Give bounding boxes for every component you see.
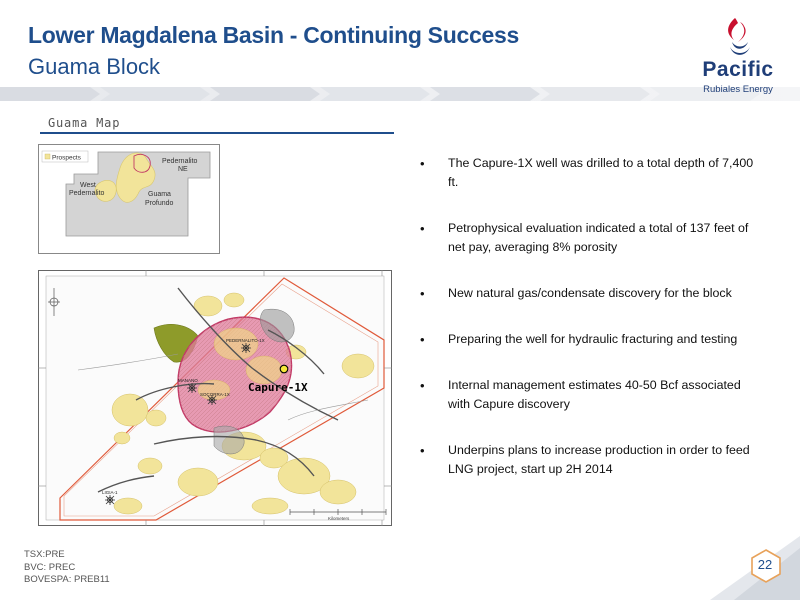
scale-bar-unit: Kilometers xyxy=(328,516,350,521)
bullet-item: • Preparing the well for hydraulic fracturing and testing xyxy=(420,330,765,349)
area-line-1: Guama xyxy=(148,191,171,198)
map-small-label: SOCORRA-1X xyxy=(200,392,230,397)
bullet-item: • The Capure-1X well was drilled to a total depth of 7,400 ft. xyxy=(420,154,765,192)
flame-logo-icon xyxy=(688,16,788,58)
area-line-1: Pedernalito xyxy=(162,158,198,165)
prospect-legend-swatch xyxy=(45,154,50,159)
area-line-1: West xyxy=(80,182,96,189)
well-symbol-icon xyxy=(187,383,197,393)
map-heading-rule xyxy=(40,132,394,134)
map-heading: Guama Map xyxy=(48,116,121,130)
capure-well-marker xyxy=(280,365,288,373)
ticker-line: BVC: PREC xyxy=(24,561,76,573)
area-line-2: Pedernalito xyxy=(69,190,105,197)
map-small-label: LIGIA-1 xyxy=(102,490,118,495)
inset-legend-label: Prospects xyxy=(52,154,81,162)
ticker-line: TSX:PRE xyxy=(24,549,65,560)
capure-well-label: Capure-1X xyxy=(248,381,308,394)
bullet-list xyxy=(420,154,765,506)
header-band xyxy=(0,87,800,101)
stock-tickers xyxy=(24,549,110,587)
logo-tagline: Rubiales Energy xyxy=(703,84,773,95)
well-symbol-icon xyxy=(241,343,251,353)
map-small-label: MANANO xyxy=(178,378,198,383)
bullet-item: • Internal management estimates 40-50 Bcf associated with Capure discovery xyxy=(420,376,765,414)
ticker-line: BOVESPA: PREB11 xyxy=(24,574,110,585)
page-corner-decoration xyxy=(690,520,800,600)
area-line-2: Profundo xyxy=(145,200,174,207)
slide-title: Lower Magdalena Basin - Continuing Success xyxy=(28,22,519,48)
area-line-2: NE xyxy=(178,166,188,173)
guama-block-map xyxy=(38,270,392,526)
bullet-item: • Underpins plans to increase production in order to feed LNG project, start up 2H 2014 xyxy=(420,441,765,479)
logo-wordmark: Pacific xyxy=(702,58,774,81)
map-small-label: PEDERNALITO-1X xyxy=(226,338,265,343)
bullet-item: • Petrophysical evaluation indicated a total of 137 feet of net pay, averaging 8% porosity xyxy=(420,219,765,257)
slide-subtitle: Guama Block xyxy=(28,54,161,79)
page-number: 22 xyxy=(757,557,773,572)
bullet-item: • New natural gas/condensate discovery for the block xyxy=(420,284,765,303)
pacific-logo xyxy=(688,16,788,102)
well-symbol-icon xyxy=(105,495,115,505)
inset-location-map xyxy=(38,144,220,254)
